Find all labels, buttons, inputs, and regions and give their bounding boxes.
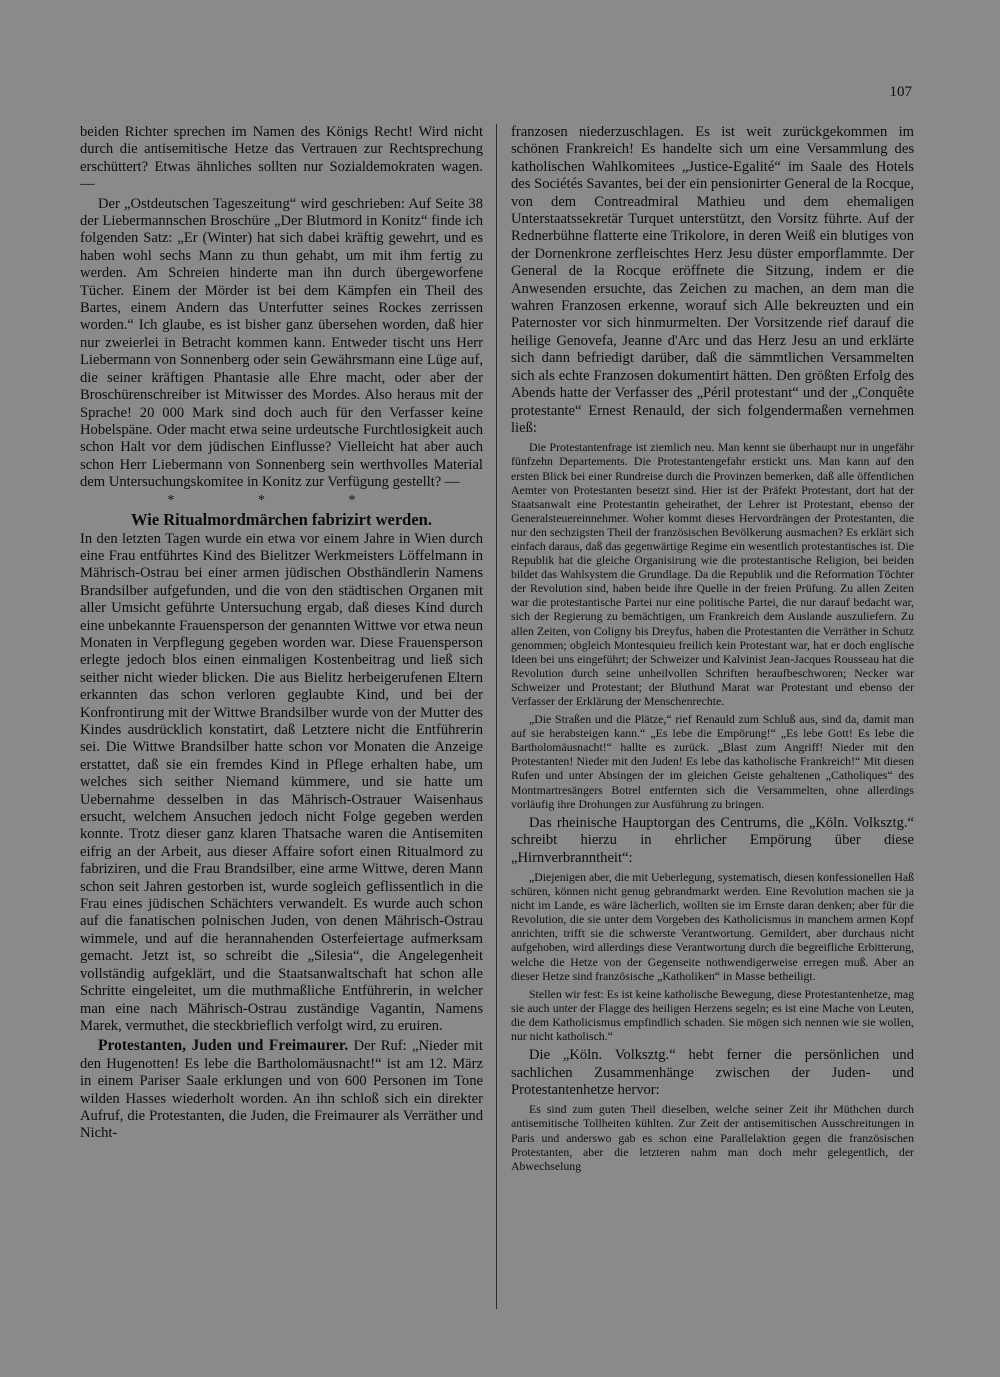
paragraph-zusammenhaenge: Die „Köln. Volksztg.“ hebt ferner die persönlichen und sachlichen Zusammenhänge zwischen der Juden- und Protestantenhetze hervor: — [511, 1047, 914, 1098]
column-divider — [496, 124, 497, 1309]
paragraph-tageszeitung: Der „Ostdeutschen Tageszeitung“ wird geschrieben: Auf Seite 38 der Liebermannschen Broschüre „Der Blutmord in Konitz“ finde ich folgenden Satz: „Er (Winter) hat sich dabei kräftig gewehrt, und es haben wohl sechs Mann zu thun gehabt, um mit ihm fertig zu werden. Am Schreien hinderte man ihn durch übergeworfene Tücher. Einem der Mörder ist bei dem Kämpfen ein Theil des Bartes, einem Andern das Unterfutter seines Rockes zerrissen worden.“ Ich glaube, es ist bisher ganz übersehen worden, daß hier nur zweierlei in Betracht kommen kann. Entweder tischt uns Herr Liebermann von Sonnenberg oder sein Gewährsmann eine Lüge auf, die seiner kräftigen Phantasie alle Ehre macht, oder aber der Broschürenschreiber ist Mitwisser des Mordes. Also heraus mit der Sprache! 20 000 Mark sind doch auch für den Verfasser keine Hobelspäne. Oder macht etwa seine urdeutsche Furchtlosigkeit auch schon Halt vor dem jüdischen Einflusse? Vielleicht hat aber auch schon Herr Liebermann von Sonnenberg sein werthvolles Material dem Untersuchungskomitee in Konitz zur Verfügung gestellt? — — [80, 195, 483, 491]
paragraph-versammlung: franzosen niederzuschlagen. Es ist weit zurückgekommen im schönen Frankreich! Es handelte sich um eine Versammlung des katholischen Wahlkomitees „Justice-Egalité“ im Saale des Hotels des Sociétés Savantes, bei der ein pensionirter General de la Rocque, von dem Contreadmiral Mathieu und dem ehemaligen Unterstaatssekretär Turquet unterstützt, den Vorsitz führte. Auf der Rednerbühne flatterte eine Trikolore, in deren Weiß ein blutiges von der Dornenkrone zerfleischtes Herz Jesu düster emporflammte. Der General de la Rocque eröffnete die Sitzung, indem er die Anwesenden ersuchte, das Zeichen zu machen, an dem man die wahren Franzosen erkenne, worauf sich Alle bekreuzten und ein Paternoster vor sich hinmurmelten. Der Vorsitzende rief darauf die heilige Genovefa, Jeanne d'Arc und das Herz Jesu an und erklärte sich dann befriedigt darüber, daß die sämmtlichen Versammelten sich als echte Franzosen dokumentirt hätten. Den größten Erfolg des Abends hatte der Verfasser des „Péril protestant“ und der „Conquête protestante“ Ernest Renauld, der sich folgendermaßen vernehmen ließ: — [511, 124, 914, 436]
left-column — [80, 124, 483, 1145]
quote-strassen: „Die Straßen und die Plätze,“ rief Renauld zum Schluß aus, sind da, damit man auf sie herabsteigen kann.“ „Es lebe die Empörung!“ „Es lebe Gott! Es lebe die Bartholomäusnacht!“ hallte es zurück. „Blast zum Angriff! Nieder mit den Protestanten! Nieder mit den Juden! Es lebe das katholische Frankreich!“ Mit diesen Rufen und unter Absingen der im gleichen Geiste gehaltenen „Catholiques“ des Montmartresängers Botrel entfernten sich die Versammelten, ohne allerdings vorläufig ihre Drohungen zur Ausführung zu bringen. — [511, 712, 914, 811]
section-heading-protestanten: Protestanten, Juden und Freimaurer. — [98, 1037, 349, 1055]
page-number: 107 — [889, 84, 912, 100]
paragraph-volksztg: Das rheinische Hauptorgan des Centrums, die „Köln. Volksztg.“ schreibt hierzu in ehrlicher Empörung über diese „Hirnverbranntheit“: — [511, 814, 914, 866]
quote-theil: Es sind zum guten Theil dieselben, welche seiner Zeit ihr Müthchen durch antisemitische Tollheiten kühlten. Zur Zeit der antisemitischen Ausschreitungen in Paris und anderswo gab es schon eine Parallelaktion gegen die französischen Protestanten, aber die letzteren nahm man doch mehr gelegentlich, der Abwechselung — [511, 1102, 914, 1173]
quote-diejenigen: „Diejenigen aber, die mit Ueberlegung, systematisch, diesen konfessionellen Haß schüren, können nicht genug gebrandmarkt werden. Eine Revolution machen sie ja nicht im Lande, es wäre lächerlich, wollten sie im Ernste daran denken; aber für die Revolution, die sie unter dem Vorgeben des Katholicismus in manchem armen Kopf anrichten, trifft sie die schwerste Verantwortung. Gemildert, aber durchaus nicht aufgehoben, wird allerdings diese Verantwortung durch die begreifliche Erbitterung, welche die Hetze von der Gegenseite nothwendigerweise erregen muß. Aber an dieser Hetze sind französische „Katholiken“ in Masse betheiligt. — [511, 869, 914, 983]
quote-renauld: Die Protestantenfrage ist ziemlich neu. Man kennt sie überhaupt nur in ungefähr fünfzehn Departements. Die Protestantengefahr erstickt uns. Man kann auf den ersten Blick bei einer Rundreise durch die Provinzen bemerken, daß alle öffentlichen Aemter von Protestanten besetzt sind. Hier ist der Präfekt Protestant, dort hat der Staatsanwalt eine Protestantin geheirathet, der Lehrer ist Protestant, ebenso der Generalsteuereinnehmer. Woher kommt dieses Hervordrängen der Protestanten, die nur den sechzigsten Theil der französischen Bevölkerung ausmachen? Es erklärt sich einfach daraus, daß das gegenwärtige Regime ein wesentlich protestantisches ist. Die Republik hat die gleiche Organisirung wie die protestantische Religion, bei beiden bildet das Wahlsystem die Grundlage. Da die Republik und die Reformation Töchter der Revolution sind, haben beide ihre Quelle in der freien Prüfung. Zu allen Zeiten war die protestantische Partei nur eine politische Partei, die nur darauf bedacht war, sich der Regierung zu bemächtigen, um Frankreich dem Auslande auszuliefern. Zu allen Zeiten, von Coligny bis Dreyfus, haben die Protestanten die Verräther in Schutz genommen; obgleich Montesquieu freilich kein Protestant war, hat er doch englische Ideen bei uns eingeführt; der Schweizer und Kalvinist Jean-Jacques Rousseau hat die Revolution durch seine unheilvollen Schriften heraufbeschworen; Necker war Schweizer und Protestant; der Bluthund Marat war Protestant und ebenso der Verfasser der Erklärung der Menschenrechte. — [511, 440, 914, 708]
paragraph-ritualmord: In den letzten Tagen wurde ein etwa vor einem Jahre in Wien durch eine Frau entführtes Kind des Bielitzer Werkmeisters Löffelmann in Mährisch-Ostrau bei einer armen jüdischen Obsthändlerin Namens Brandsilber aufgefunden, und die von den städtischen Organen mit aller Umsicht geführte Untersuchung ergab, daß dieses Kind durch eine unbekannte Frauensperson der genannten Wittwe vor etwa neun Monaten in Verpflegung gegeben worden war. Diese Frauensperson erlegte jedoch blos einen einmaligen Kostenbeitrag und ließ sich seither nicht wieder blicken. Die aus Bielitz herbeigerufenen Eltern erkannten das schon verloren geglaubte Kind, und bei der Konfrontirung mit der Wittwe Brandsilber wurde von der Mutter des Kindes ausdrücklich konstatirt, daß Letztere nicht die Entführerin sei. Die Wittwe Brandsilber hatte schon vor Monaten die Anzeige erstattet, daß sie ein fremdes Kind in Pflege erhalten habe, um welches sich seither Niemand kümmere, und sie hatte um Uebernahme desselben in das Mährisch-Ostrauer Waisenhaus ersucht, welchem Ansuchen jedoch nicht Folge gegeben werden konnte. Trotz dieser ganz klaren Thatsache waren die Antisemiten eifrig an der Arbeit, aus dieser Affaire sofort einen Ritualmord zu fabriziren, und die Frau Brandsilber, eine arme Wittwe, deren Mann schon seit Jahren gestorben ist, wurde sogleich geflissentlich in die Frau eines jüdischen Schächters verwandelt. Es wurde auch schon auf die fanatischen polnischen Juden, von denen Mährisch-Ostrau wimmele, und auf die herannahenden Osterfeiertage aufmerksam gemacht. Jetzt ist, so schreibt die „Silesia“, die Angelegenheit vollständig aufgeklärt, und die Staatsanwaltschaft hat schon alle Schritte eingeleitet, um die muthmaßliche Entführerin, in welcher man eine nach Mährisch-Ostrau zuständige Vagantin, Namens Marek, vermuthet, die steckbrieflich verfolgt wird, zu eruiren. — [80, 530, 483, 1034]
paragraph-protestanten — [80, 1037, 483, 1142]
right-column — [511, 124, 914, 1177]
paragraph-richter: beiden Richter sprechen im Namen des Königs Recht! Wird nicht durch die antisemitische Hetze das Vertrauen zur Rechtsprechung erschüttert? Etwas ähnliches sollten nur Sozialdemokraten wagen. — — [80, 124, 483, 193]
section-heading-ritualmord: Wie Ritualmordmärchen fabrizirt werden. — [131, 509, 432, 529]
quote-stellen: Stellen wir fest: Es ist keine katholische Bewegung, diese Protestantenhetze, mag sie auch unter der Flagge des heiligen Herzens segeln; es ist eine Mache von Leuten, die dem Katholicismus empfindlich schaden. Sie mögen sich nennen wie sie wollen, nur nicht katholisch.“ — [511, 986, 914, 1043]
section-separator: * * * — [167, 492, 396, 508]
paragraph-protestanten-text: Der Ruf: „Nieder mit den Hugenotten! Es lebe die Bartholomäusnacht!“ ist am 12. März in einem Pariser Saale erklungen und von 600 Personen im Tone wilden Hasses wiederholt worden. An ihn schloß sich ein direkter Aufruf, die Protestanten, die Juden, die Freimaurer als Verräther und Nicht- — [80, 1038, 483, 1142]
